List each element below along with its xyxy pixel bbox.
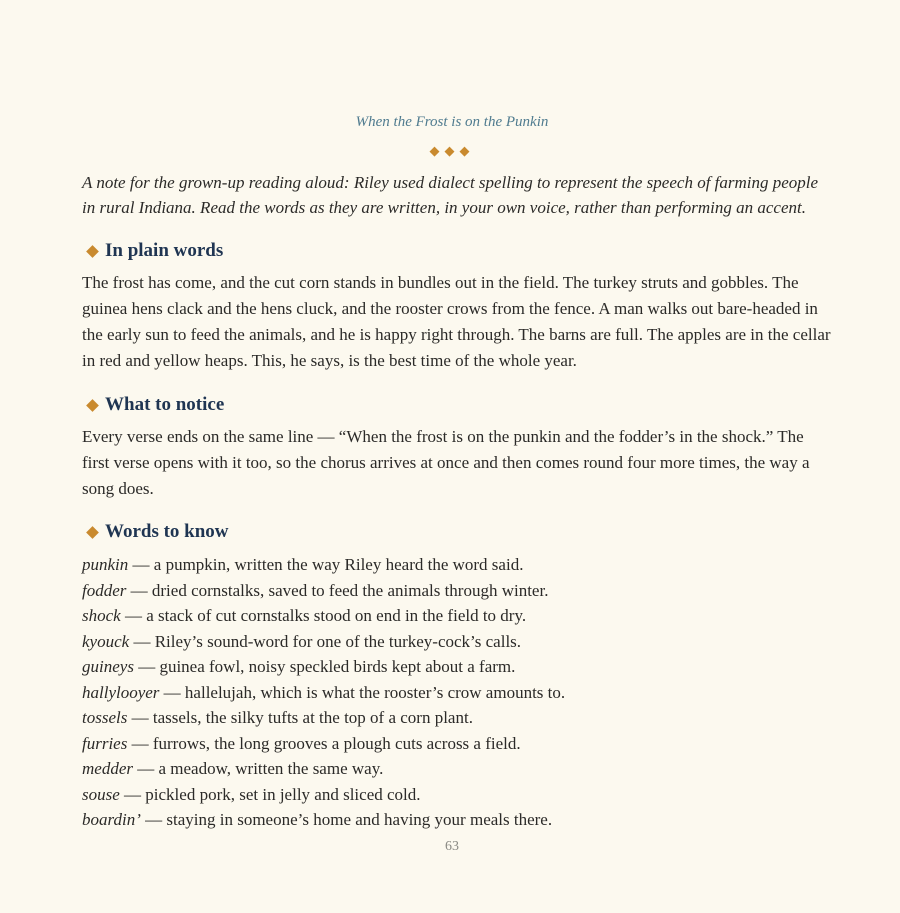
glossary-item [82,807,832,833]
glossary-item [82,603,832,629]
glossary-definition: — Riley’s sound-word for one of the turkey-cock’s calls. [129,631,522,651]
glossary-term: kyouck [82,631,130,651]
glossary-term: medder [82,759,133,778]
glossary-term: shock [82,606,121,625]
glossary-item [82,552,832,578]
glossary-definition: — guinea fowl, noisy speckled birds kept about a farm. [133,657,516,676]
glossary-item [82,756,832,782]
glossary-term: punkin [82,555,129,574]
glossary-list [82,552,832,833]
reader-note: A note for the grown-up reading aloud: Riley used dialect spelling to represent the speech of farming people in rural Indiana. Read the words as they are written, in your own voice, rather than performing an accent. [82,173,819,217]
diamond-bullet-icon [86,399,99,412]
glossary-definition: — staying in someone’s home and having your meals there. [140,810,553,829]
heading-words-to-know [86,521,229,543]
glossary-term: souse [82,784,120,804]
glossary-definition: — a pumpkin, written the way Riley heard the word said. [128,555,524,574]
glossary-term: fodder [82,580,127,600]
glossary-item [82,578,832,604]
glossary-term: tossels [82,708,128,727]
glossary-term: guineys [82,657,134,676]
glossary-item [82,654,832,680]
glossary-term: furries [82,733,128,753]
glossary-definition: — a meadow, written the same way. [132,759,384,778]
glossary-definition: — furrows, the long grooves a plough cuts across a field. [127,733,521,753]
heading-label: Words to know [105,521,229,542]
diamond-bullet-icon [86,526,99,539]
glossary-term: boardin’ [82,810,141,829]
glossary-definition: — hallelujah, which is what the rooster’s crow amounts to. [159,682,566,702]
heading-label: In plain words [105,240,224,261]
heading-label: What to notice [105,394,225,415]
glossary-definition: — dried cornstalks, saved to feed the animals through winter. [126,580,549,600]
heading-in-plain-words [86,240,223,262]
glossary-item [82,629,832,655]
glossary-definition: — a stack of cut cornstalks stood on end in the field to dry. [120,606,527,625]
what-to-notice-paragraph: Every verse ends on the same line — “When the frost is on the punkin and the fodder’s in the shock.” The first verse opens with it too, so the chorus arrives at once and then comes round four more times, the way a song does. [82,427,810,498]
glossary-item [82,705,832,731]
glossary-definition: — pickled pork, set in jelly and sliced cold. [119,784,421,804]
plain-words-paragraph: The frost has come, and the cut corn stands in bundles out in the field. The turkey struts and gobbles. The guinea hens clack and the hens cluck, and the rooster crows from the fence. A man walks out bare-headed in the early sun to feed the animals, and he is happy right through. The barns are full. The apples are in the cellar in red and yellow heaps. This, he says, is the best time of the whole year. [82,273,831,370]
glossary-definition: — tassels, the silky tufts at the top of a corn plant. [127,708,473,727]
glossary-item [82,782,832,808]
heading-what-to-notice [86,394,224,416]
running-title: When the Frost is on the Punkin [355,114,549,130]
page-number: 63 [445,839,459,854]
glossary-item [82,731,832,757]
glossary-term: hallylooyer [82,682,160,702]
diamond-bullet-icon [86,245,99,258]
diamond-ornament-icon: ◆◆◆ [429,143,475,158]
glossary-item [82,680,832,706]
